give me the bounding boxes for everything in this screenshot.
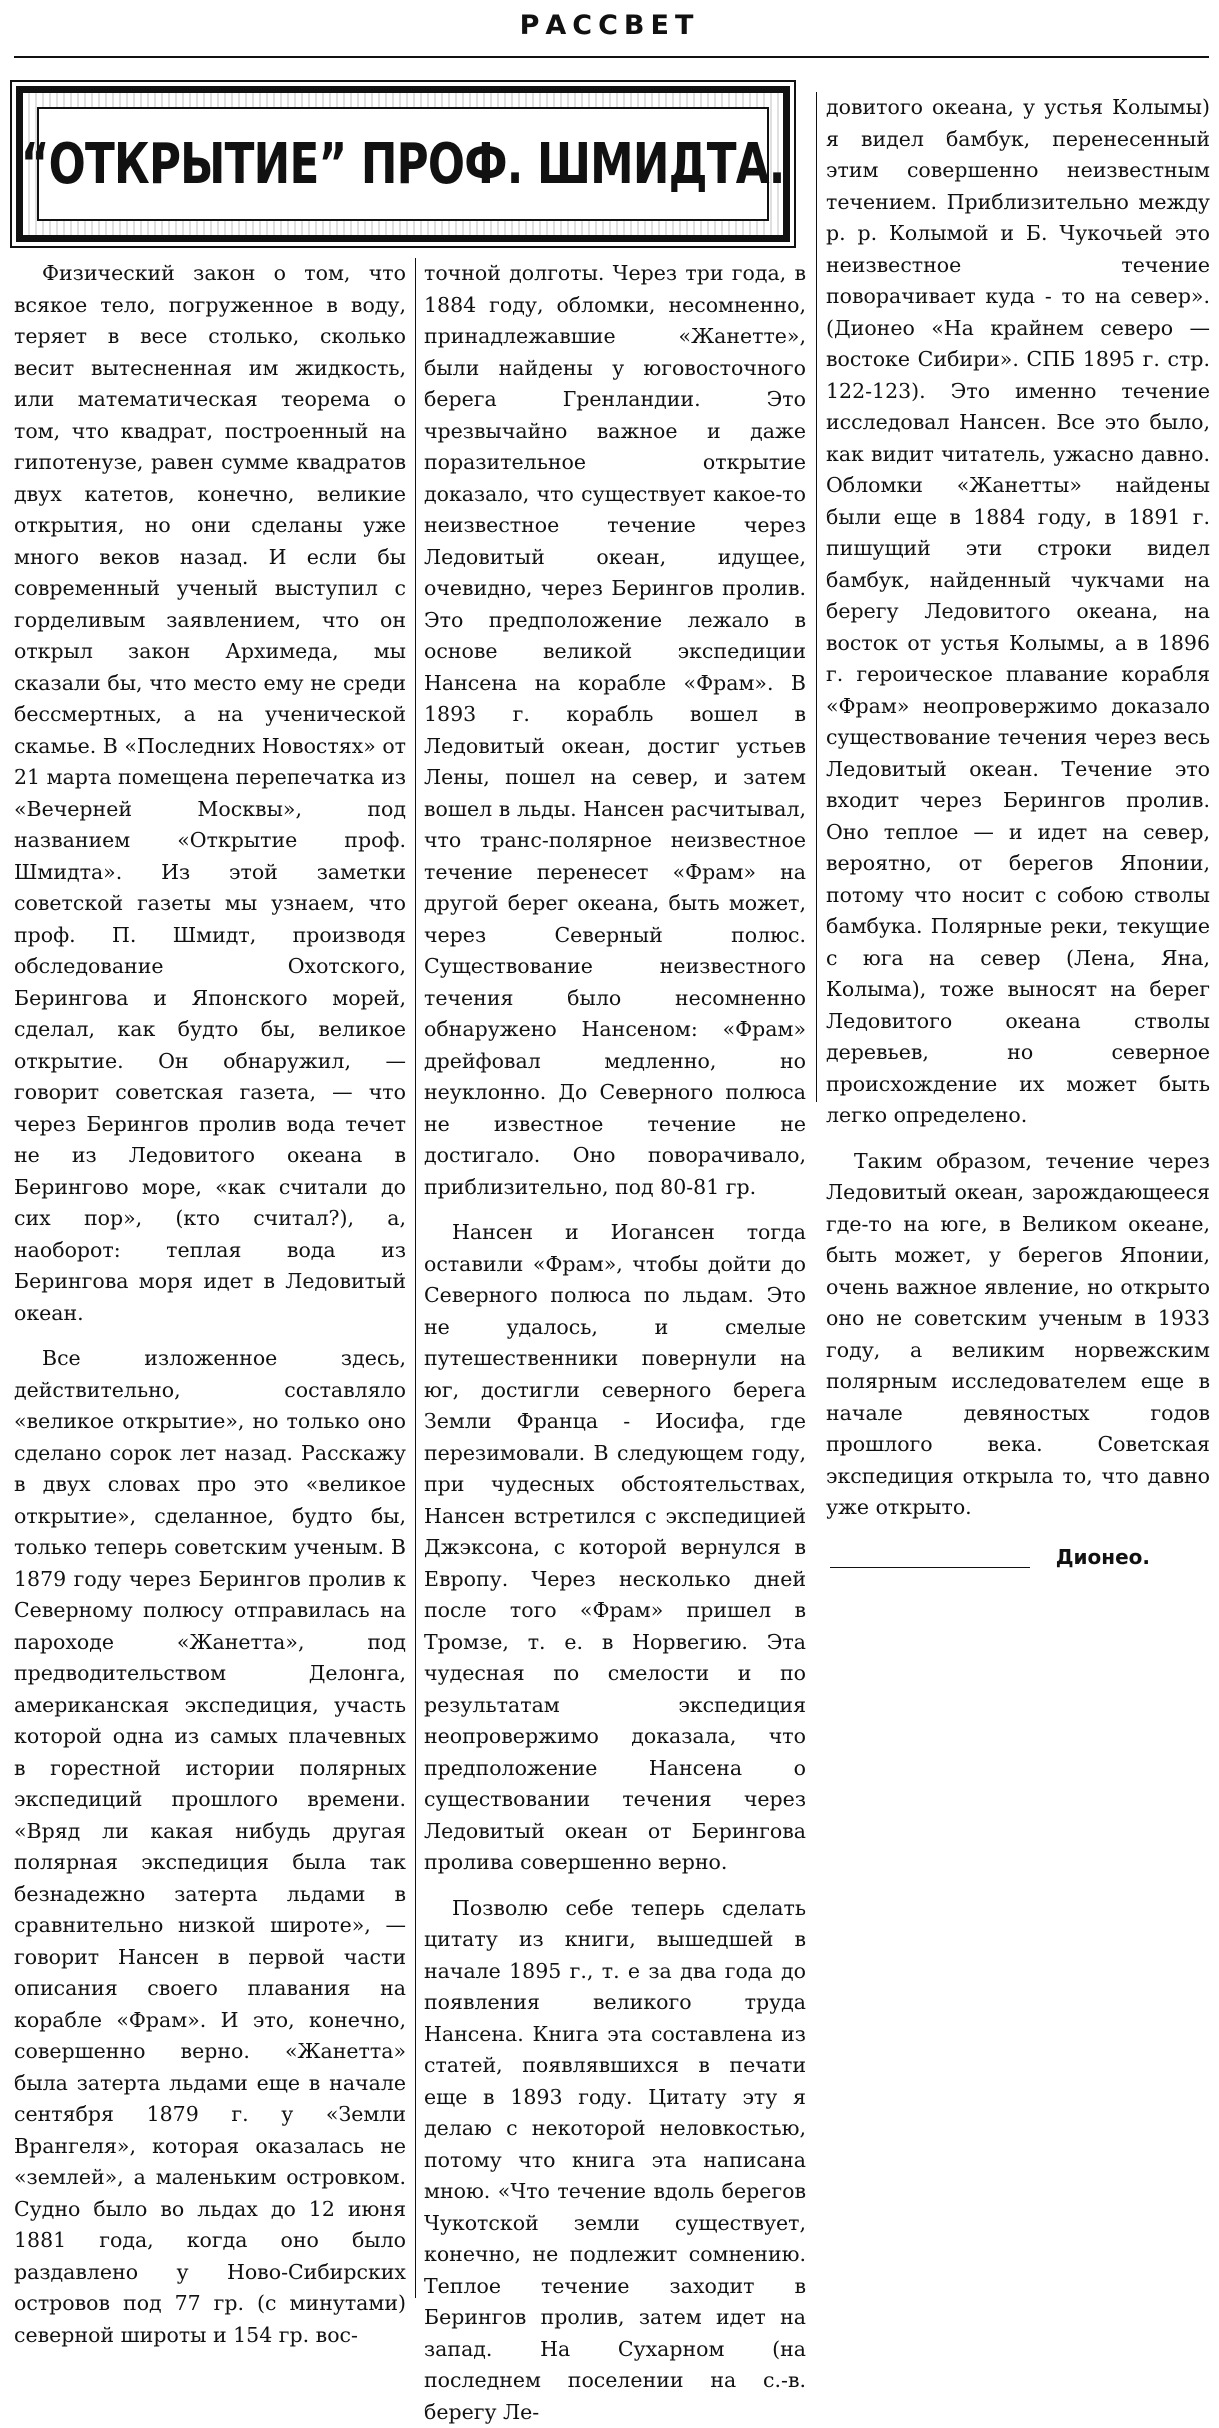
- article-column-2: [424, 258, 806, 2428]
- article-column-3: [826, 92, 1210, 1568]
- article-column-1: [14, 258, 406, 2351]
- newspaper-masthead: РАССВЕТ: [0, 8, 1219, 44]
- paragraph-conclusion: Таким образом, течение через Ледовитый океан, зарождающееся где-то на юге, в Великом океане, быть может, у берегов Японии, очень важное явление, но открыто оно не советским ученым в 1933 году, а великим норвежским полярным исследователем еще в начале девяностых годов прошлого века. Советская экспедиция открыла то, что давно уже открыто.: [826, 1146, 1210, 1524]
- author-signature: Дионео.: [826, 1542, 1210, 1574]
- paragraph-intro: Физический закон о том, что всякое тело, погруженное в воду, теряет в весе столько, сколько весит вытесненная им жидкость, или математическая теорема о том, что квадрат, построенный на гипотенузе, равен сумме квадратов двух катетов, конечно, великие открытия, но они сделаны уже много веков назад. И если бы современный ученый выступил с горделивым заявлением, что он открыл закон Архимеда, мы сказали бы, что место ему не среди бессмертных, а на ученической скамье. В «Последних Новостях» от 21 марта помещена перепечатка из «Вечерней Москвы», под названием «Открытие проф. Шмидта». Из этой заметки советской газеты мы узнаем, что проф. П. Шмидт, производя обследование Охотского, Берингова и Японского морей, сделал, как будто бы, великое открытие. Он обнаружил, — говорит советская газета, — что через Берингов пролив вода течет не из Ледовитого океана в Берингово море, «как считали до сих пор», (кто считал?), а, наоборот: теплая вода из Берингова моря идет в Ледовитый океан.: [14, 258, 406, 1329]
- masthead-rule: [14, 56, 1209, 58]
- headline-box: [37, 107, 769, 221]
- column-divider-1: [415, 258, 416, 2298]
- paragraph-drift-discovery: точной долготы. Через три года, в 1884 году, обломки, несомненно, принадлежавшие «Жанетте», были найдены у юговосточного берега Гренландии. Это чрезвычайно важное и даже поразительное открытие доказало, что существует какое-то неизвестное течение через Ледовитый океан, идущее, очевидно, через Берингов пролив. Это предположение лежало в основе великой экспедиции Нансена на корабле «Фрам». В 1893 г. корабль вошел в Ледовитый океан, достиг устьев Лены, пошел на север, и затем вошел в льды. Нансен расчитывал, что транс-полярное неизвестное течение перенесет «Фрам» на другой берег океана, быть может, через Северный полюс. Существование неизвестного течения было несомненно обнаружено Нансеном: «Фрам» дрейфовал медленно, но неуклонно. До Северного полюса не известное течение не достигало. Оно поворачивало, приблизительно, под 80-81 гр.: [424, 258, 806, 1203]
- article-end-rule: [830, 1567, 1030, 1568]
- paragraph-jeannette: Все изложенное здесь, действительно, составляло «великое открытие», но только оно сделано сорок лет назад. Расскажу в двух словах про это «великое открытие», сделанное, будто бы, только теперь советским ученым. В 1879 году через Берингов пролив к Северному полюсу отправилась на пароходе «Жанетта», под предводительством Делонга, американская экспедиция, участь которой одна из самых плачевных в горестной истории полярных экспедиций прошлого времени. «Вряд ли какая нибудь другая полярная экспедиция была так безнадежно затерта льдами в сравнительно низкой широте», — говорит Нансен в первой части описания своего плавания на корабле «Фрам». И это, конечно, совершенно верно. «Жанетта» была затерта льдами еще в начале сентября 1879 г. у «Земли Врангеля», которая оказалась не «землей», а маленьким островком. Судно было во льдах до 12 июня 1881 года, когда оно было раздавлено у Ново-Сибирских островов под 77 гр. (с минутами) северной широты и 154 гр. вос-: [14, 1343, 406, 2351]
- headline-ornamental-frame: [16, 86, 790, 242]
- column-divider-2: [816, 92, 817, 1102]
- paragraph-quote-intro: Позволю себе теперь сделать цитату из книги, вышедшей в начале 1895 г., т. е за два года до появления великого труда Нансена. Книга эта составлена из статей, появлявшихся в печати еще в 1893 году. Цитату эту я делаю с некоторой неловкостью, потому что книга эта написана мною. «Что течение вдоль берегов Чукотской земли существует, конечно, не подлежит сомнению. Теплое течение заходит в Берингов пролив, затем идет на запад. На Сухарном (на последнем поселении на с.-в. берегу Ле-: [424, 1893, 806, 2428]
- paragraph-quote-end: довитого океана, у устья Колымы) я видел бамбук, перенесенный этим совершенно неизвестным течением. Приблизительно между р. р. Колымой и Б. Чукочьей это неизвестное течение поворачивает куда - то на север». (Дионео «На крайнем северо — востоке Сибири». СПБ 1895 г. стр. 122-123). Это именно течение исследовал Нансен. Все это было, как видит читатель, ужасно давно. Обломки «Жанетты» найдены были еще в 1884 году, в 1891 г. пишущий эти строки видел бамбук, найденный чукчами на берегу Ледовитого океана, на восток от устья Колымы, а в 1896 г. героическое плавание корабля «Фрам» неопровержимо доказало существование течения через весь Ледовитый океан. Течение это входит через Берингов пролив. Оно теплое — и идет на север, вероятно, от берегов Японии, потому что носит с собою стволы бамбука. Полярные реки, текущие с юга на север (Лена, Яна, Колыма), тоже выносят на берег Ледовитого океана стволы деревьев, но северное происхождение их может быть легко определено.: [826, 92, 1210, 1132]
- article-headline: “ОТКРЫТИЕ” ПРОФ. ШМИДТА.: [21, 132, 785, 197]
- paragraph-nansen-johansen: Нансен и Иогансен тогда оставили «Фрам», чтобы дойти до Северного полюса по льдам. Это не удалось, и смелые путешественники повернули на юг, достигли северного берега Земли Франца - Иосифа, где перезимовали. В следующем году, при чудесных обстоятельствах, Нансен встретился с экспедицией Джэксона, с которой вернулся в Европу. Через несколько дней после того «Фрам» пришел в Тромзе, т. е. в Норвегию. Эта чудесная по смелости и по результатам экспедиция неопровержимо доказала, что предположение Нансена о существовании течения через Ледовитый океан от Берингова пролива совершенно верно.: [424, 1217, 806, 1879]
